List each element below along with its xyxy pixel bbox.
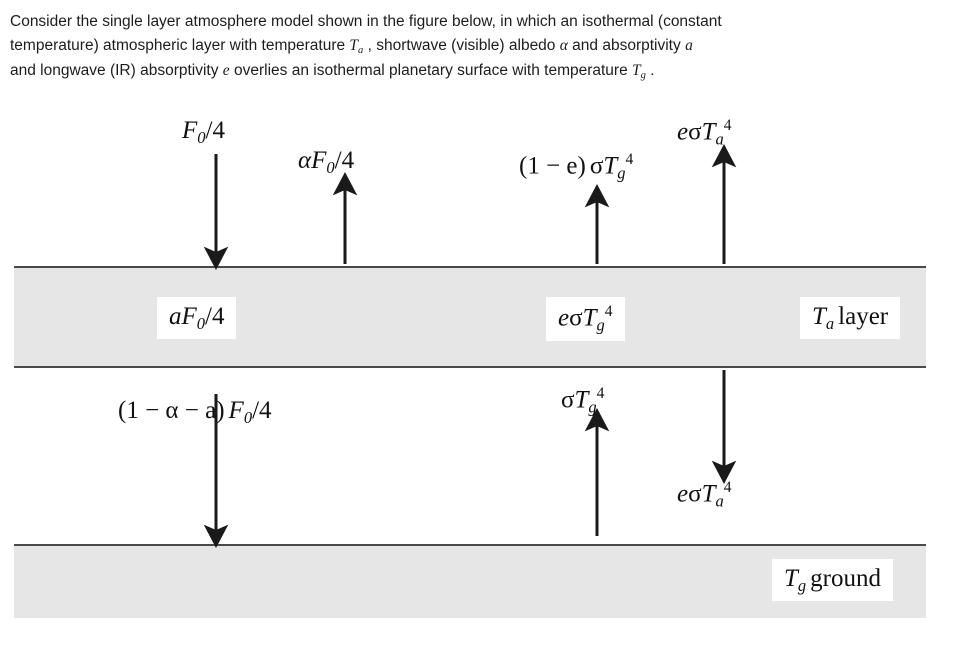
prompt-line-3-text-a: and longwave (IR) absorptivity	[10, 62, 223, 80]
symbol-albedo: α	[559, 37, 568, 55]
symbol-T-atmosphere: T	[349, 37, 359, 55]
prompt-line-1	[10, 10, 940, 34]
label-downwelling-ir: eσTa$^4$	[677, 479, 732, 511]
prompt-line-1-text: Consider the single layer atmosphere model shown in the figure below, in which an isothermal (constant	[10, 13, 722, 30]
prompt-line-2-text-b: , shortwave (visible) albedo	[363, 37, 560, 55]
prompt-line-3-text-c: .	[645, 62, 655, 80]
symbol-T-atmosphere-sub: a	[358, 44, 364, 56]
prompt-line-2-text-a: temperature) atmospheric layer with temperature	[10, 37, 350, 55]
label-absorbed-solar-layer: aF0/4	[157, 297, 236, 339]
label-atmosphere-layer-name: Ta layer	[800, 297, 900, 339]
label-transmitted-ir: (1 − e) σTg$^4$	[519, 151, 634, 183]
label-absorbed-ir-layer: eσTg$^4$	[546, 297, 625, 341]
prompt-line-3-text-b: overlies an isothermal planetary surface with temperature	[229, 62, 633, 80]
symbol-absorptivity-e: e	[222, 62, 230, 80]
label-incoming-solar: F0/4	[182, 117, 225, 147]
question-prompt	[10, 10, 940, 85]
label-ground-name: Tg ground	[772, 559, 893, 601]
symbol-T-ground: T	[632, 62, 641, 80]
label-reflected-solar: αF0/4	[298, 147, 355, 177]
prompt-line-3	[10, 59, 940, 84]
label-atmosphere-emission-up: eσTa$^4$	[677, 117, 732, 149]
label-surface-solar: (1 − α − a) F0/4	[118, 397, 272, 427]
prompt-line-2	[10, 34, 940, 59]
prompt-line-2-text-c: and absorptivity	[567, 37, 686, 55]
label-surface-ir: σTg$^4$	[561, 385, 605, 417]
symbol-absorptivity-a: a	[685, 37, 693, 55]
symbol-T-ground-sub: g	[640, 70, 646, 82]
atmosphere-model-figure	[0, 112, 954, 655]
